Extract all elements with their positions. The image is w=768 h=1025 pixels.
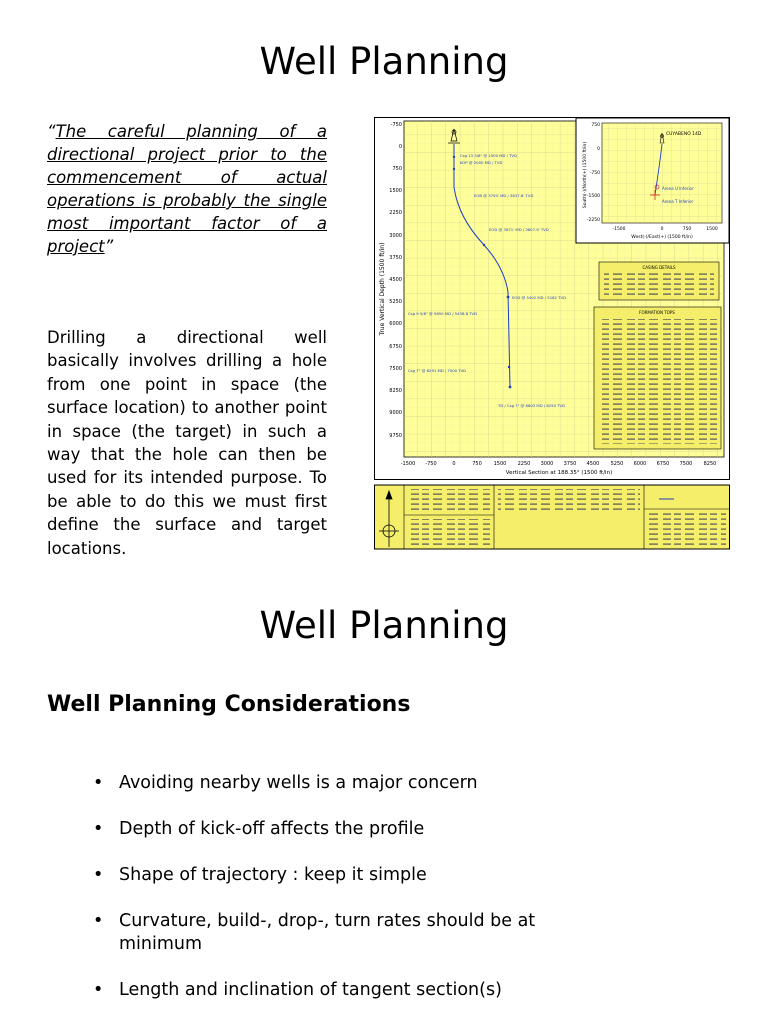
body-paragraph: Drilling a directional well basically involves drilling a hole from one point in space (the surface location) to another point in space (the target) in such a way that the hole can then be used for its intended purpose. To be able to do this we must first define the surface and target locations.	[47, 328, 327, 558]
svg-text:750: 750	[591, 123, 600, 128]
list-item-text: Shape of trajectory : keep it simple	[119, 865, 427, 885]
list-item-text: Avoiding nearby wells is a major concern	[119, 773, 478, 793]
list-item	[93, 910, 573, 956]
list-item-text: Depth of kick-off affects the profile	[119, 819, 425, 839]
svg-text:South(-)/North(+) (1500 ft/in): South(-)/North(+) (1500 ft/in)	[583, 141, 588, 209]
well-plan-figure	[374, 117, 730, 550]
svg-text:5250: 5250	[389, 299, 402, 305]
svg-text:-1500: -1500	[400, 461, 416, 467]
svg-text:3000: 3000	[540, 461, 554, 467]
svg-text:7500: 7500	[389, 366, 402, 372]
svg-text:1500: 1500	[706, 227, 718, 232]
svg-text:KOP @ 2000 MD / TVD: KOP @ 2000 MD / TVD	[460, 160, 503, 165]
considerations-list	[93, 772, 573, 1025]
svg-text:2250: 2250	[389, 210, 402, 216]
svg-text:Csg 7" @ 8291 MD / 7000 TVD: Csg 7" @ 8291 MD / 7000 TVD	[408, 368, 467, 373]
list-item	[93, 772, 573, 795]
list-item-text: Curvature, build-, drop-, turn rates should be at minimum	[119, 911, 536, 954]
svg-text:EOD @ 3671' MD / 3807.9' TVD: EOD @ 3671' MD / 3807.9' TVD	[489, 227, 549, 232]
svg-text:EOB @ 3750' MD / 3637.6' TVD: EOB @ 3750' MD / 3637.6' TVD	[474, 193, 534, 198]
svg-text:EOD @ 5402 MD / 5182 TVD: EOD @ 5402 MD / 5182 TVD	[512, 295, 566, 300]
bullet-icon: •	[93, 773, 104, 793]
svg-text:8250: 8250	[703, 461, 717, 467]
quote-close-mark: ”	[104, 237, 114, 256]
svg-text:CUYABENO 14D: CUYABENO 14D	[666, 132, 702, 137]
svg-text:Arena U Inferior: Arena U Inferior	[662, 186, 694, 191]
svg-text:8250: 8250	[389, 388, 402, 394]
bullet-icon: •	[93, 865, 104, 885]
svg-text:1500: 1500	[389, 188, 402, 194]
svg-text:True Vertical Depth (1500 ft/i: True Vertical Depth (1500 ft/in)	[379, 242, 386, 336]
svg-text:750: 750	[392, 166, 402, 172]
bullet-icon: •	[93, 980, 104, 1000]
svg-text:6750: 6750	[656, 461, 670, 467]
svg-text:4500: 4500	[389, 277, 402, 283]
svg-text:West(-)/East(+) (1500 ft/in): West(-)/East(+) (1500 ft/in)	[631, 235, 693, 240]
svg-text:5250: 5250	[610, 461, 624, 467]
svg-text:6750: 6750	[389, 344, 402, 350]
list-item	[93, 864, 573, 887]
svg-text:6000: 6000	[389, 321, 402, 327]
svg-text:-1500: -1500	[586, 194, 600, 199]
section-subheading: Well Planning Considerations	[47, 692, 411, 717]
quote-block	[47, 120, 327, 258]
svg-text:3000: 3000	[389, 233, 402, 239]
svg-text:3750: 3750	[389, 255, 402, 261]
svg-text:Csg 13 3/8" @ 1500 MD / TVD: Csg 13 3/8" @ 1500 MD / TVD	[460, 153, 517, 158]
bullet-icon: •	[93, 819, 104, 839]
svg-text:Arena T Inferior: Arena T Inferior	[662, 199, 694, 204]
title-block	[375, 485, 730, 549]
slide-title-2: Well Planning	[259, 604, 509, 647]
svg-text:Vertical Section at 188.35° (1: Vertical Section at 188.35° (1500 ft/in)	[505, 470, 613, 476]
svg-text:-2250: -2250	[586, 218, 600, 223]
list-item-text: Length and inclination of tangent section(s)	[119, 980, 502, 1000]
quote-text: The careful planning of a directional project prior to the commencement of actual operations is probably the single most important factor of a project	[47, 122, 327, 256]
svg-text:9000: 9000	[389, 410, 402, 416]
svg-text:0: 0	[452, 461, 456, 467]
quote-open-mark: “	[47, 122, 56, 141]
svg-text:0: 0	[660, 227, 664, 232]
svg-text:2250: 2250	[517, 461, 531, 467]
svg-text:750: 750	[472, 461, 482, 467]
svg-text:0: 0	[398, 144, 402, 150]
svg-text:-750: -750	[425, 461, 437, 467]
svg-text:Csg 9 5/8" @ 5650 MD / 5438.8: Csg 9 5/8" @ 5650 MD / 5438.8 TVD	[408, 311, 478, 316]
svg-text:-750: -750	[390, 122, 402, 128]
list-item	[93, 818, 573, 841]
bullet-icon: •	[93, 911, 104, 931]
svg-text:4500: 4500	[586, 461, 600, 467]
svg-text:750: 750	[682, 227, 692, 232]
svg-text:-1500: -1500	[612, 227, 626, 232]
svg-text:CASING DETAILS: CASING DETAILS	[642, 265, 676, 270]
svg-text:FORMATION TOPS: FORMATION TOPS	[639, 310, 675, 315]
svg-text:9750: 9750	[389, 433, 402, 439]
inset-plan-view	[576, 118, 729, 243]
slide-title: Well Planning	[259, 40, 509, 83]
svg-text:7500: 7500	[679, 461, 693, 467]
list-item	[93, 979, 573, 1002]
svg-text:-750: -750	[589, 171, 600, 176]
svg-text:0: 0	[597, 147, 600, 152]
svg-text:3750: 3750	[563, 461, 577, 467]
svg-text:TD / Csg 7" @ 8603 MD / 8250 T: TD / Csg 7" @ 8603 MD / 8250 TVD	[498, 403, 566, 408]
svg-text:1500: 1500	[493, 461, 507, 467]
svg-text:6000: 6000	[633, 461, 647, 467]
